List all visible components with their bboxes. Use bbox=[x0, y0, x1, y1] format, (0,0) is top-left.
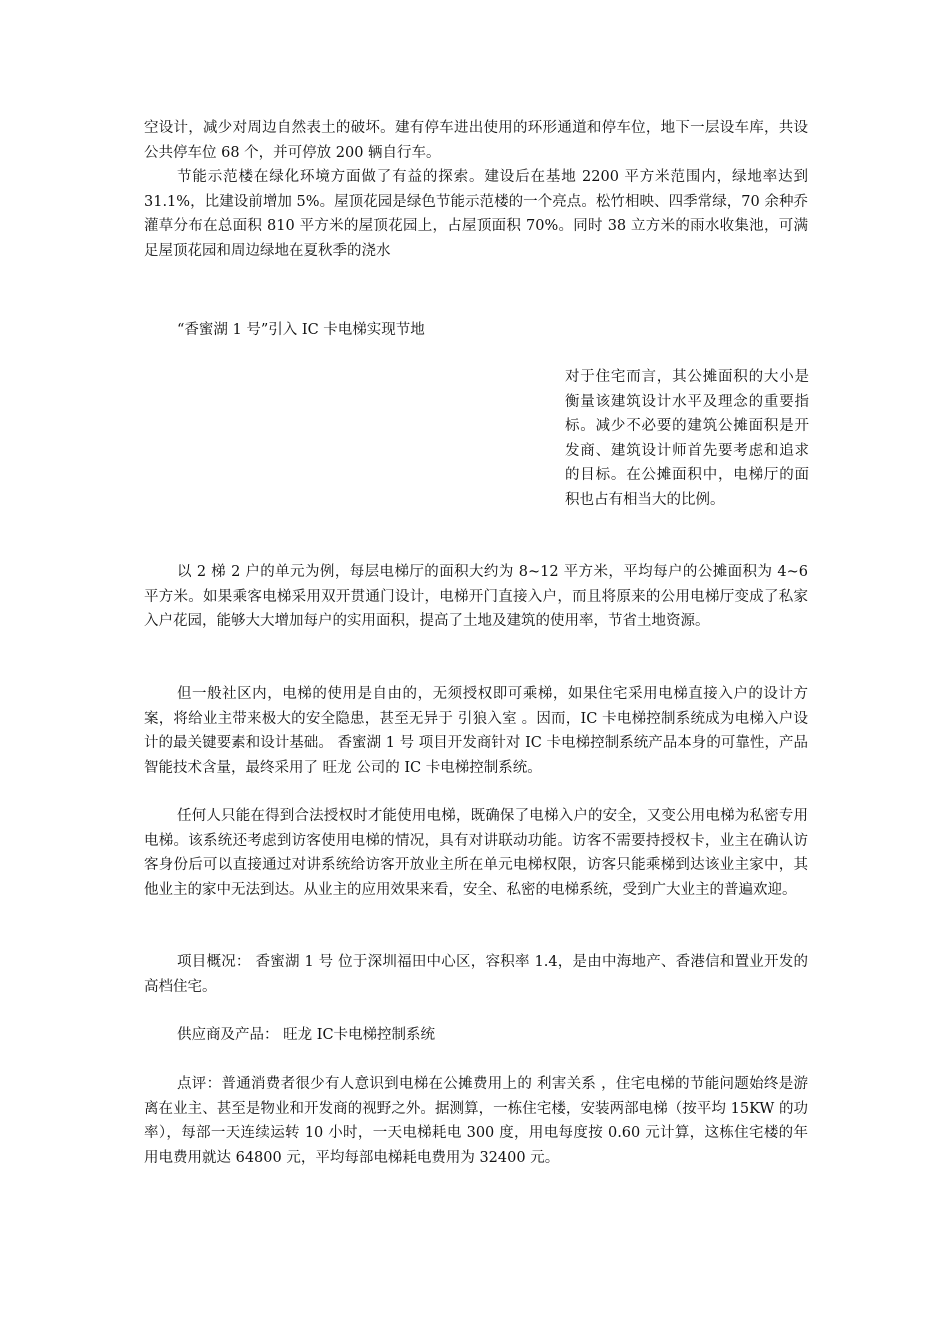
paragraph-parking: 空设计，减少对周边自然表土的破坏。建有停车进出使用的环形通道和停车位，地下一层设车库，共设公共停车位 68 个，并可停放 200 辆自行车。 bbox=[144, 120, 808, 161]
paragraph-unit-example: 以 2 梯 2 户的单元为例，每层电梯厅的面积大约为 8~12 平方米，平均每户的公摊面积为 4~6 平方米。如果乘客电梯采用双开贯通门设计，电梯开门直接入户，而且将原来的公用电梯厅变成了私家入户花园，能够大大增加每户的实用面积，提高了土地及建筑的使用率，节省土地资源。 bbox=[144, 564, 808, 629]
paragraph-greening: 节能示范楼在绿化环境方面做了有益的探索。建设后在基地 2200 平方米范围内，绿地率达到 31.1%，比建设前增加 5%。屋顶花园是绿色节能示范楼的一个亮点。松竹相映、四季常绿，70 余种乔灌草分布在总面积 810 平方米的屋顶花园上，占屋顶面积 70%。同时 38 立方米的雨水收集池，可满足屋顶花园和周边绿地在夏秋季的浇水 bbox=[144, 169, 808, 259]
paragraph-supplier: 供应商及产品： 旺龙 IC卡电梯控制系统 bbox=[177, 1027, 436, 1043]
paragraph-security: 但一般社区内，电梯的使用是自由的，无须授权即可乘梯，如果住宅采用电梯直接入户的设计方案，将给业主带来极大的安全隐患，甚至无异于 引狼入室 。因而，IC 卡电梯控制系统成为电梯入户设计的最关键要素和设计基础。 香蜜湖 1 号 项目开发商针对 IC 卡电梯控制系统产品本身的可靠性，产品智能技术含量，最终采用了 旺龙 公司的 IC 卡电梯控制系统。 bbox=[144, 686, 808, 776]
sidebar-paragraph: 对于住宅而言，其公摊面积的大小是衡量该建筑设计水平及理念的重要指标。减少不必要的建筑公摊面积是开发商、建筑设计师首先要考虑和追求的目标。在公摊面积中，电梯厅的面积也占有相当大的比例。 bbox=[565, 369, 809, 508]
section-heading: “香蜜湖 1 号”引入 IC 卡电梯实现节地 bbox=[177, 322, 425, 338]
paragraph-project-overview: 项目概况： 香蜜湖 1 号 位于深圳福田中心区，容积率 1.4，是由中海地产、香港信和置业开发的高档住宅。 bbox=[144, 954, 808, 995]
paragraph-authorization: 任何人只能在得到合法授权时才能使用电梯，既确保了电梯入户的安全，又变公用电梯为私密专用电梯。该系统还考虑到访客使用电梯的情况，具有对讲联动功能。访客不需要持授权卡，业主在确认访客身份后可以直接通过对讲系统给访客开放业主所在单元电梯权限，访客只能乘梯到达该业主家中，其他业主的家中无法到达。从业主的应用效果来看，安全、私密的电梯系统，受到广大业主的普遍欢迎。 bbox=[144, 808, 808, 898]
paragraph-comment: 点评：普通消费者很少有人意识到电梯在公摊费用上的 利害关系 ，住宅电梯的节能问题始终是游离在业主、甚至是物业和开发商的视野之外。据测算，一栋住宅楼，安装两部电梯（按平均 15KW 的功率），每部一天连续运转 10 小时，一天电梯耗电 300 度，用电每度按 0.60 元计算，这栋住宅楼的年用电费用就达 64800 元，平均每部电梯耗电费用为 32400 元。 bbox=[144, 1076, 808, 1166]
